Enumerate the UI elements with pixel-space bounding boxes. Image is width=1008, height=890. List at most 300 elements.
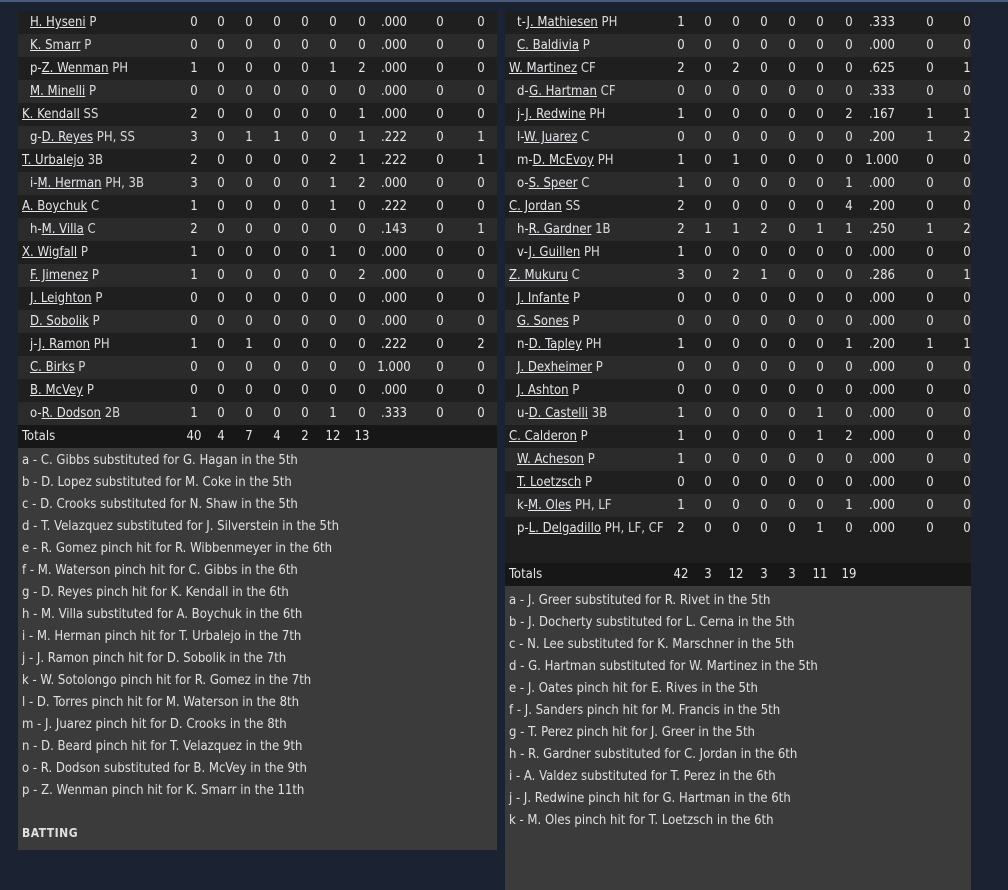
stat-cell: 0	[732, 360, 740, 375]
stat-cell: 0	[732, 521, 740, 536]
player-name-link[interactable]: K. Smarr	[30, 38, 81, 53]
stat-cell: 1	[329, 406, 337, 421]
stat-cell: 1	[677, 452, 685, 467]
player-position: P	[78, 360, 86, 375]
player-name-link[interactable]: R. Dodson	[41, 406, 101, 421]
stat-cell: 0	[477, 61, 485, 76]
stat-cell: 2	[963, 222, 971, 237]
player-name-link[interactable]: W. Martinez	[509, 61, 578, 76]
player-name-link[interactable]: Z. Mukuru	[509, 268, 568, 283]
stat-cell: 2	[190, 222, 198, 237]
player-position: P	[91, 268, 99, 283]
player-row	[505, 310, 971, 333]
stat-cell: 1	[963, 337, 971, 352]
player-cell	[517, 379, 579, 402]
player-row	[18, 287, 497, 310]
stat-cell: 0	[436, 406, 444, 421]
stat-cell: 0	[704, 498, 712, 513]
sub-letter: p-	[517, 521, 529, 536]
player-cell	[509, 195, 580, 218]
stat-cell: .000	[868, 314, 896, 329]
player-position: P	[89, 15, 97, 30]
stat-cell: 0	[732, 84, 740, 99]
stat-cell: 0	[301, 176, 309, 191]
stat-cell: 0	[358, 314, 366, 329]
stat-cell: 0	[329, 38, 337, 53]
stat-cell: 0	[358, 38, 366, 53]
stat-cell: 0	[358, 337, 366, 352]
stat-cell: .333	[868, 84, 896, 99]
stat-cell: 0	[816, 360, 824, 375]
stat-cell: 0	[732, 475, 740, 490]
stat-cell: 1	[816, 521, 824, 536]
stat-cell: 0	[732, 291, 740, 306]
stat-cell: 0	[217, 84, 225, 99]
stat-cell: 0	[704, 130, 712, 145]
stat-cell: 1	[245, 337, 253, 352]
stat-cell: 4	[845, 199, 853, 214]
player-name-link[interactable]: J. Mathiesen	[526, 15, 598, 30]
player-name-link[interactable]: L. Delgadillo	[528, 521, 601, 536]
substitution-note: h - M. Villa substituted for A. Boychuk in the 6th	[22, 607, 303, 622]
stat-cell: 1	[845, 337, 853, 352]
stat-cell: 0	[788, 360, 796, 375]
stat-cell: 1	[477, 153, 485, 168]
player-name-link[interactable]: F. Jimenez	[30, 268, 89, 283]
player-name-link[interactable]: D. McEvoy	[532, 153, 594, 168]
player-cell	[517, 356, 603, 379]
stat-cell: 2	[677, 61, 685, 76]
stat-cell: 1	[926, 130, 934, 145]
stat-cell: 0	[436, 337, 444, 352]
substitution-note: l - D. Torres pinch hit for M. Waterson in the 8th	[22, 695, 300, 710]
totals-stat: 42	[673, 567, 689, 582]
player-position: P	[582, 38, 590, 53]
player-name-link[interactable]: B. McVey	[30, 383, 84, 398]
stat-cell: 0	[926, 498, 934, 513]
stat-cell: 0	[816, 130, 824, 145]
stat-cell: 0	[788, 452, 796, 467]
player-row	[505, 494, 971, 517]
player-name-link[interactable]: T. Loetzsch	[517, 475, 582, 490]
stat-cell: 0	[963, 15, 971, 30]
stat-cell: 0	[273, 360, 281, 375]
stat-cell: 3	[190, 176, 198, 191]
player-row	[505, 333, 971, 356]
stat-cell: 1	[358, 107, 366, 122]
player-position: CF	[600, 84, 616, 99]
player-position: PH	[601, 15, 618, 30]
stat-cell: 0	[273, 176, 281, 191]
player-name-link[interactable]: M. Oles	[528, 498, 572, 513]
stat-cell: 1	[926, 337, 934, 352]
stat-cell: 2	[845, 107, 853, 122]
stat-cell: 0	[704, 15, 712, 30]
player-name-link[interactable]: M. Herman	[37, 176, 102, 191]
stat-cell: 0	[704, 360, 712, 375]
totals-stat: 40	[186, 429, 202, 444]
stat-cell: 0	[301, 107, 309, 122]
stat-cell: 1	[677, 429, 685, 444]
sub-letter: o-	[30, 406, 42, 421]
stat-cell: 0	[245, 15, 253, 30]
stat-cell: 0	[845, 383, 853, 398]
player-name-link[interactable]: J. Infante	[517, 291, 570, 306]
stat-cell: 0	[477, 38, 485, 53]
stat-cell: 0	[788, 61, 796, 76]
stat-cell: 0	[217, 222, 225, 237]
player-row	[18, 126, 497, 149]
stat-cell: 0	[704, 107, 712, 122]
stat-cell: 0	[245, 61, 253, 76]
player-position: C	[581, 130, 590, 145]
stat-cell: 0	[926, 429, 934, 444]
stat-cell: 1	[358, 153, 366, 168]
stat-cell: 0	[245, 291, 253, 306]
stat-cell: 0	[845, 452, 853, 467]
stat-cell: 0	[963, 245, 971, 260]
stat-cell: 3	[677, 268, 685, 283]
stat-cell: 0	[760, 360, 768, 375]
stat-cell: 2	[963, 130, 971, 145]
player-name-link[interactable]: C. Calderon	[509, 429, 577, 444]
stat-cell: 0	[963, 291, 971, 306]
player-cell	[30, 356, 85, 379]
stat-cell: 0	[190, 360, 198, 375]
stat-cell: 0	[816, 268, 824, 283]
player-name-link[interactable]: W. Acheson	[517, 452, 584, 467]
player-position: P	[95, 291, 103, 306]
stat-cell: 0	[329, 15, 337, 30]
stat-cell: 0	[217, 176, 225, 191]
stat-cell: .000	[868, 245, 896, 260]
stat-cell: 0	[926, 61, 934, 76]
player-position: PH, LF	[574, 498, 612, 513]
stat-cell: 0	[358, 199, 366, 214]
player-name-link[interactable]: G. Sones	[517, 314, 569, 329]
stat-cell: 0	[436, 15, 444, 30]
stat-cell: 2	[677, 521, 685, 536]
player-cell	[517, 402, 607, 425]
player-position: PH	[597, 153, 614, 168]
stat-cell: 0	[477, 314, 485, 329]
player-name-link[interactable]: H. Hyseni	[30, 15, 86, 30]
player-position: CF	[580, 61, 596, 76]
stat-cell: 0	[217, 291, 225, 306]
stat-cell: 1.000	[377, 360, 411, 375]
stat-cell: .000	[380, 176, 408, 191]
stat-cell: 0	[704, 337, 712, 352]
player-name-link[interactable]: Z. Wenman	[41, 61, 109, 76]
stat-cell: 0	[760, 153, 768, 168]
stat-cell: 0	[732, 199, 740, 214]
stat-cell: 0	[788, 314, 796, 329]
player-cell	[517, 218, 611, 241]
batting-section-heading: BATTING	[22, 826, 79, 840]
stat-cell: 0	[301, 222, 309, 237]
player-row	[505, 34, 971, 57]
stat-cell: 1	[926, 222, 934, 237]
stat-cell: 0	[436, 245, 444, 260]
stat-cell: 0	[963, 176, 971, 191]
player-name-link[interactable]: M. Villa	[41, 222, 84, 237]
stat-cell: 0	[217, 314, 225, 329]
stat-cell: 1	[816, 222, 824, 237]
stat-cell: 0	[816, 337, 824, 352]
player-row	[18, 218, 497, 241]
stat-cell: 0	[301, 61, 309, 76]
stat-cell: .000	[380, 268, 408, 283]
stat-cell: 0	[788, 406, 796, 421]
stat-cell: 0	[301, 360, 309, 375]
stat-cell: 0	[732, 429, 740, 444]
stat-cell: 0	[677, 291, 685, 306]
stat-cell: 0	[245, 107, 253, 122]
player-cell	[517, 172, 589, 195]
stat-cell: .222	[380, 153, 408, 168]
stat-cell: 0	[329, 84, 337, 99]
substitution-note: d - T. Velazquez substituted for J. Silverstein in the 5th	[22, 519, 339, 534]
player-row	[505, 172, 971, 195]
totals-stat: 2	[301, 429, 309, 444]
stat-cell: 1	[358, 130, 366, 145]
stat-cell: 0	[926, 406, 934, 421]
stat-cell: 0	[963, 406, 971, 421]
player-cell	[30, 402, 120, 425]
player-name-link[interactable]: C. Jordan	[509, 199, 562, 214]
stat-cell: 0	[677, 84, 685, 99]
substitution-note: k - W. Sotolongo pinch hit for R. Gomez in the 7th	[22, 673, 312, 688]
substitution-note: e - J. Oates pinch hit for E. Rives in the 5th	[509, 681, 758, 696]
stat-cell: 0	[926, 153, 934, 168]
stat-cell: 0	[190, 15, 198, 30]
player-row	[505, 103, 971, 126]
stat-cell: 0	[301, 153, 309, 168]
stat-cell: 0	[190, 38, 198, 53]
player-cell	[517, 149, 614, 172]
stat-cell: 0	[245, 38, 253, 53]
stat-cell: 0	[816, 498, 824, 513]
player-cell	[30, 34, 91, 57]
player-name-link[interactable]: M. Minelli	[30, 84, 86, 99]
player-row	[505, 425, 971, 448]
substitution-note: c - D. Crooks substituted for N. Shaw in the 5th	[22, 497, 298, 512]
stat-cell: 0	[217, 199, 225, 214]
stat-cell: .286	[868, 268, 896, 283]
stat-cell: .167	[868, 107, 896, 122]
stat-cell: 0	[845, 84, 853, 99]
substitution-note: d - G. Hartman substituted for W. Martinez in the 5th	[509, 659, 818, 674]
away-box-score	[18, 11, 497, 850]
player-name-link[interactable]: K. Kendall	[22, 107, 80, 122]
player-row	[505, 287, 971, 310]
stat-cell: 0	[845, 360, 853, 375]
stat-cell: 0	[788, 268, 796, 283]
stat-cell: .200	[868, 130, 896, 145]
player-row	[505, 80, 971, 103]
player-cell	[517, 494, 612, 517]
home-batting-rows	[505, 11, 971, 586]
player-cell	[30, 218, 96, 241]
stat-cell: 0	[477, 84, 485, 99]
stat-cell: 0	[732, 245, 740, 260]
stat-cell: 0	[704, 38, 712, 53]
stat-cell: 0	[963, 314, 971, 329]
stat-cell: 1	[329, 61, 337, 76]
stat-cell: 0	[760, 429, 768, 444]
stat-cell: 0	[704, 176, 712, 191]
totals-stat: 3	[788, 567, 796, 582]
stat-cell: 0	[816, 314, 824, 329]
stat-cell: .200	[868, 199, 896, 214]
player-position: P	[86, 383, 94, 398]
player-name-link[interactable]: J. Ramon	[38, 337, 91, 352]
stat-cell: 2	[677, 222, 685, 237]
stat-cell: 0	[760, 406, 768, 421]
stat-cell: 0	[217, 107, 225, 122]
player-name-link[interactable]: G. Hartman	[529, 84, 597, 99]
player-name-link[interactable]: R. Gardner	[528, 222, 592, 237]
stat-cell: 0	[732, 107, 740, 122]
player-cell	[22, 149, 103, 172]
player-name-link[interactable]: C. Baldivia	[517, 38, 580, 53]
stat-cell: 0	[845, 268, 853, 283]
player-name-link[interactable]: J. Dexheimer	[517, 360, 593, 375]
player-name-link[interactable]: T. Urbalejo	[22, 153, 84, 168]
stat-cell: 0	[436, 61, 444, 76]
stat-cell: 1	[190, 406, 198, 421]
stat-cell: 0	[816, 107, 824, 122]
player-name-link[interactable]: D. Sobolik	[30, 314, 89, 329]
player-name-link[interactable]: A. Boychuk	[22, 199, 88, 214]
player-name-link[interactable]: C. Birks	[30, 360, 75, 375]
stat-cell: 0	[732, 406, 740, 421]
player-name-link[interactable]: J. Leighton	[30, 291, 92, 306]
stat-cell: .222	[380, 199, 408, 214]
stat-cell: .000	[868, 291, 896, 306]
stat-cell: 0	[477, 199, 485, 214]
stat-cell: 0	[788, 521, 796, 536]
player-position: P	[595, 360, 603, 375]
player-position: P	[585, 475, 593, 490]
home-box-score	[505, 11, 971, 890]
player-name-link[interactable]: J. Ashton	[517, 383, 569, 398]
substitution-note: f - J. Sanders pinch hit for M. Francis in the 5th	[509, 703, 781, 718]
stat-cell: .222	[380, 130, 408, 145]
player-position: P	[572, 314, 580, 329]
stat-cell: 0	[677, 130, 685, 145]
stat-cell: 0	[760, 84, 768, 99]
stat-cell: 0	[217, 38, 225, 53]
stat-cell: 0	[845, 521, 853, 536]
stat-cell: 0	[788, 429, 796, 444]
stat-cell: 0	[217, 130, 225, 145]
stat-cell: 0	[816, 15, 824, 30]
stat-cell: 0	[926, 199, 934, 214]
player-name-link[interactable]: D. Reyes	[41, 130, 94, 145]
stat-cell: 0	[245, 268, 253, 283]
substitution-note: j - J. Ramon pinch hit for D. Sobolik in the 7th	[22, 651, 287, 666]
stat-cell: 2	[190, 107, 198, 122]
stat-cell: 0	[926, 15, 934, 30]
player-row	[505, 241, 971, 264]
stat-cell: 0	[732, 337, 740, 352]
stat-cell: 0	[963, 38, 971, 53]
stat-cell: 0	[301, 406, 309, 421]
stat-cell: .000	[380, 291, 408, 306]
player-position: P	[587, 452, 595, 467]
stat-cell: 2	[760, 222, 768, 237]
stat-cell: 0	[732, 498, 740, 513]
substitution-note: f - M. Waterson pinch hit for C. Gibbs in the 6th	[22, 563, 298, 578]
player-name-link[interactable]: W. Juarez	[523, 130, 578, 145]
stat-cell: 0	[301, 245, 309, 260]
player-cell	[30, 11, 96, 34]
stat-cell: 1.000	[865, 153, 899, 168]
stat-cell: 0	[301, 38, 309, 53]
stat-cell: 0	[704, 268, 712, 283]
stat-cell: 2	[732, 268, 740, 283]
player-cell	[517, 103, 605, 126]
stat-cell: 0	[788, 337, 796, 352]
player-name-link[interactable]: D. Tapley	[528, 337, 583, 352]
stat-cell: 0	[217, 360, 225, 375]
stat-cell: 0	[760, 475, 768, 490]
player-row	[505, 402, 971, 425]
stat-cell: 0	[704, 406, 712, 421]
player-row	[18, 241, 497, 264]
stat-cell: 1	[963, 268, 971, 283]
stat-cell: 0	[926, 452, 934, 467]
stat-cell: 0	[273, 314, 281, 329]
stat-cell: 0	[760, 337, 768, 352]
player-row	[505, 195, 971, 218]
stat-cell: 0	[704, 314, 712, 329]
stat-cell: 0	[760, 452, 768, 467]
stat-cell: 0	[732, 176, 740, 191]
player-name-link[interactable]: J. Redwine	[525, 107, 586, 122]
stat-cell: 0	[190, 314, 198, 329]
stat-cell: 0	[358, 360, 366, 375]
player-name-link[interactable]: X. Wigfall	[22, 245, 78, 260]
totals-stat: 12	[325, 429, 341, 444]
stat-cell: 0	[477, 383, 485, 398]
stat-cell: 1	[677, 153, 685, 168]
player-position: 3B	[87, 153, 104, 168]
stat-cell: 0	[760, 521, 768, 536]
stat-cell: 0	[436, 383, 444, 398]
stat-cell: .000	[380, 15, 408, 30]
stat-cell: 2	[845, 429, 853, 444]
player-name-link[interactable]: S. Speer	[528, 176, 578, 191]
totals-stat: 7	[245, 429, 253, 444]
stat-cell: 0	[926, 383, 934, 398]
totals-stat: 13	[354, 429, 370, 444]
stat-cell: 0	[301, 383, 309, 398]
stat-cell: .000	[380, 107, 408, 122]
stat-cell: 0	[963, 429, 971, 444]
player-position: SS	[565, 199, 581, 214]
stat-cell: 0	[816, 245, 824, 260]
player-cell	[30, 80, 96, 103]
player-name-link[interactable]: J. Guillen	[528, 245, 581, 260]
stat-cell: 0	[816, 61, 824, 76]
stat-cell: 1	[845, 176, 853, 191]
substitution-note: a - C. Gibbs substituted for G. Hagan in the 5th	[22, 453, 298, 468]
stat-cell: 0	[436, 222, 444, 237]
stat-cell: 0	[477, 15, 485, 30]
player-name-link[interactable]: D. Castelli	[528, 406, 589, 421]
